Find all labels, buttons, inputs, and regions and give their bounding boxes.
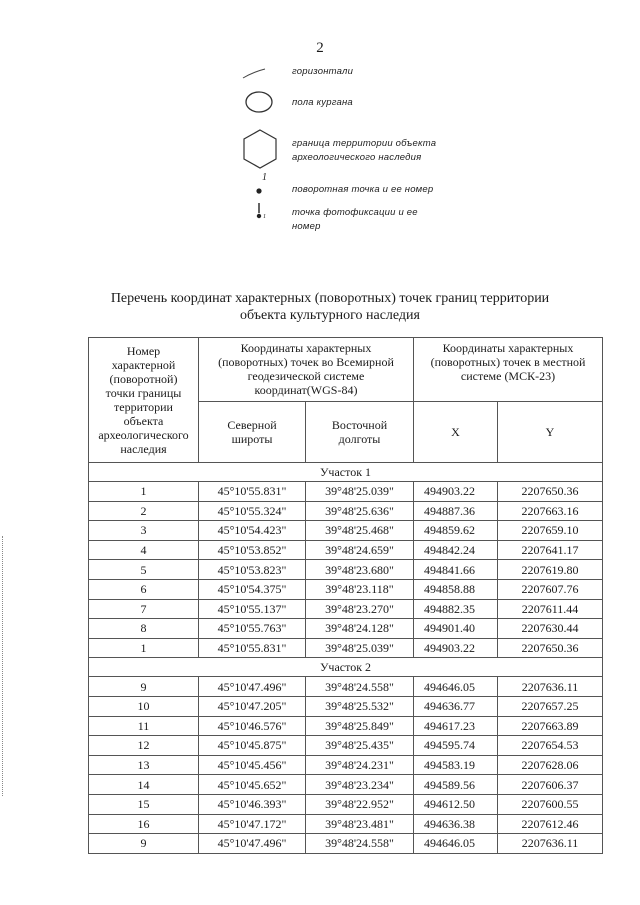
table-row: 12 45°10'45.875" 39°48'25.435" 494595.74 2207654.53 [89,736,603,756]
section-title: Участок 1 [89,463,603,482]
table-row: 14 45°10'45.652" 39°48'23.234" 494589.56 2207606.37 [89,775,603,795]
contour-line-icon [235,64,285,80]
table-row: 3 45°10'54.423" 39°48'25.468" 494859.62 2207659.10 [89,521,603,541]
header-msk23-group: Координаты характерных (поворотных) точек в местной системе (МСК-23) [414,338,603,402]
table-row: 9 45°10'47.496" 39°48'24.558" 494646.05 2207636.11 [89,677,603,697]
page-number: 2 [316,40,324,56]
hexagon-icon [235,128,285,172]
section-title: Участок 2 [89,658,603,677]
legend-label: пола кургана [292,97,353,108]
header-wgs84-group: Координаты характерных (поворотных) точек во Всемирной геодезической системе координат(WGS-84) [199,338,414,402]
turning-point-icon [235,170,285,198]
table-row: 16 45°10'47.172" 39°48'23.481" 494636.38 2207612.46 [89,814,603,834]
svg-text:1: 1 [262,172,267,183]
table-row: 9 45°10'47.496" 39°48'24.558" 494646.05 2207636.11 [89,834,603,854]
title-line-2: объекта культурного наследия [240,308,420,323]
header-north-latitude: Северной широты [199,401,306,463]
header-x: X [414,401,498,463]
header-point-number: Номер характерной (поворотной) точки границы территории объекта археологического наследия [89,338,199,463]
table-row: 1 45°10'55.831" 39°48'25.039" 494903.22 2207650.36 [89,482,603,502]
document-title [60,290,600,324]
margin-scan-line [2,536,3,796]
table-row: 15 45°10'46.393" 39°48'22.952" 494612.50 2207600.55 [89,794,603,814]
table-row: 13 45°10'45.456" 39°48'24.231" 494583.19 2207628.06 [89,755,603,775]
title-line-1: Перечень координат характерных (поворотных) точек границ территории [110,291,550,306]
table-row: 8 45°10'55.763" 39°48'24.128" 494901.40 2207630.44 [89,619,603,639]
legend-label: горизонтали [292,66,354,77]
table-row: 7 45°10'55.137" 39°48'23.270" 494882.35 2207611.44 [89,599,603,619]
table-row: 10 45°10'47.205" 39°48'25.532" 494636.77 2207657.25 [89,696,603,716]
section-row [89,463,603,482]
table-row: 2 45°10'55.324" 39°48'25.636" 494887.36 2207663.16 [89,501,603,521]
coordinates-table [88,337,603,854]
ellipse-icon [235,88,285,118]
svg-text:1: 1 [263,214,266,220]
table-row: 5 45°10'53.823" 39°48'23.680" 494841.66 2207619.80 [89,560,603,580]
header-east-longitude: Восточной долготы [306,401,414,463]
table-row: 4 45°10'53.852" 39°48'24.659" 494842.24 2207641.17 [89,540,603,560]
section-row [89,658,603,677]
header-y: Y [498,401,603,463]
legend-label: граница территории объекта археологического наследия [292,138,437,163]
table-row: 6 45°10'54.375" 39°48'23.118" 494858.88 2207607.76 [89,579,603,599]
legend-label: поворотная точка и ее номер [292,184,434,195]
table-row: 1 45°10'55.831" 39°48'25.039" 494903.22 2207650.36 [89,638,603,658]
legend-label: точка фотофиксации и ее номер [292,207,418,232]
table-row: 11 45°10'46.576" 39°48'25.849" 494617.23 2207663.89 [89,716,603,736]
photo-point-icon [235,200,285,224]
